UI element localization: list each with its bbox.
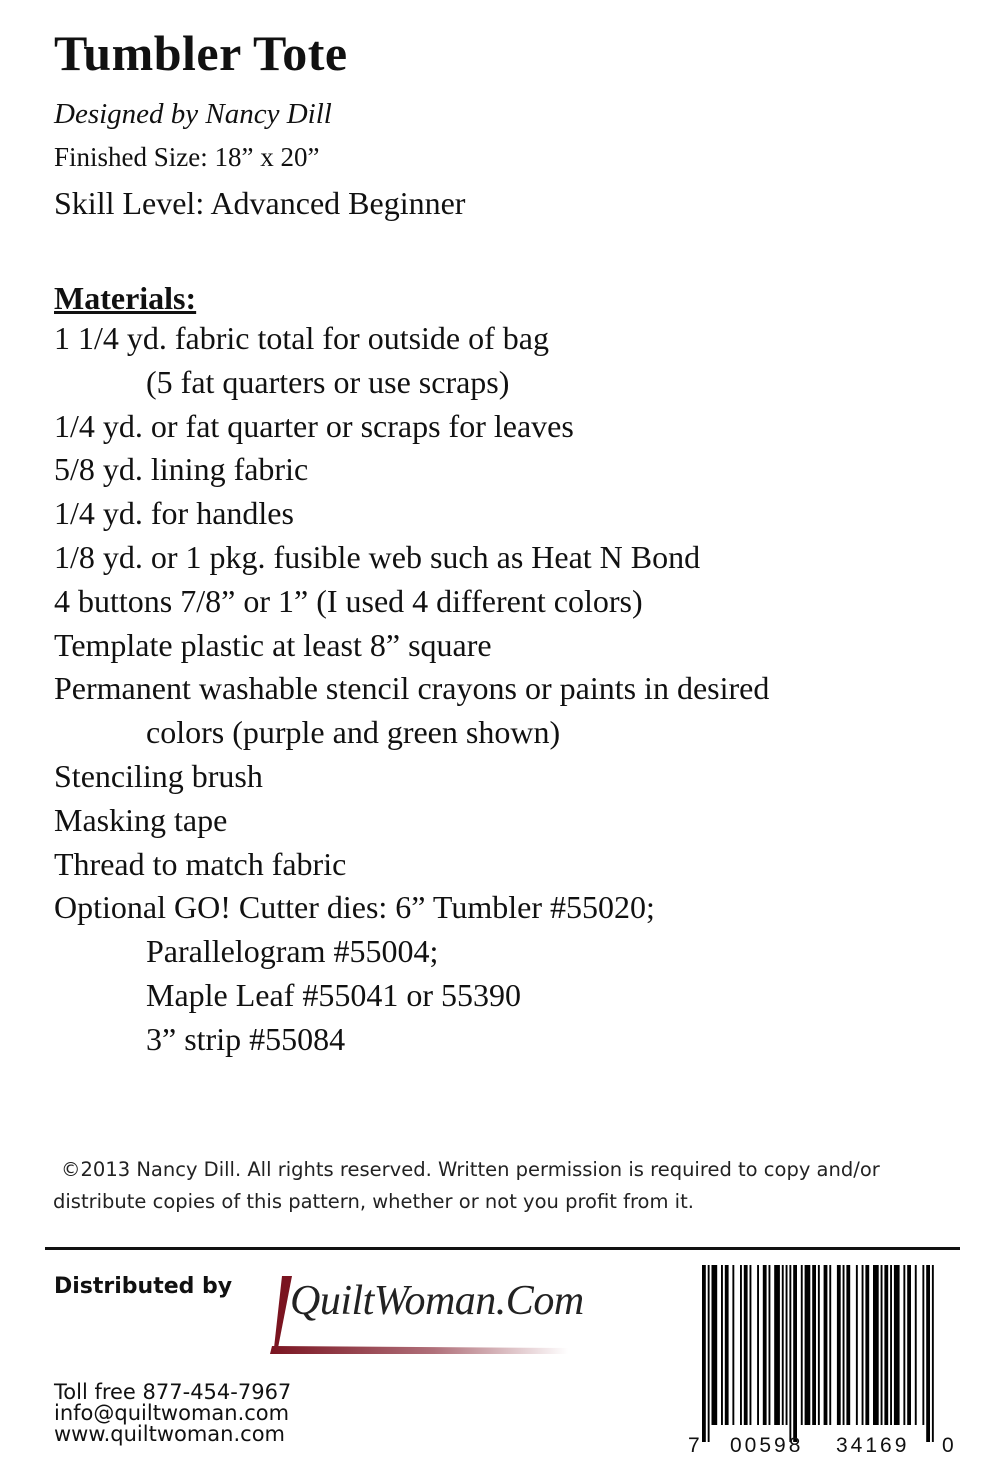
barcode-bar <box>782 1265 784 1425</box>
barcode-group-left: 00598 <box>730 1434 804 1457</box>
list-item: colors (purple and green shown) <box>146 714 561 751</box>
barcode-bar <box>862 1265 864 1425</box>
copyright-notice <box>53 1154 880 1218</box>
designer-credit: Designed by Nancy Dill <box>54 98 332 130</box>
barcode-bar <box>750 1265 752 1425</box>
list-item: Parallelogram #55004; <box>146 933 439 970</box>
list-item: Masking tape <box>54 801 228 838</box>
barcode-group-right: 34169 <box>836 1434 910 1457</box>
barcode-bar <box>865 1265 869 1425</box>
barcode-bar <box>789 1265 791 1442</box>
barcode-bar <box>769 1265 771 1425</box>
barcode-bar <box>829 1265 831 1425</box>
barcode-bar <box>740 1265 742 1425</box>
list-item: 1/8 yd. or 1 pkg. fusible web such as Heat N Bond <box>54 538 701 575</box>
barcode-bar <box>812 1265 816 1425</box>
barcode-bar <box>932 1265 934 1442</box>
list-item: 1/4 yd. or fat quarter or scraps for leaves <box>54 407 574 444</box>
barcode-digit-first: 7 <box>688 1434 700 1457</box>
list-item: 1 1/4 yd. fabric total for outside of bag <box>54 320 549 356</box>
barcode-bar <box>926 1265 930 1442</box>
phone-number: Toll free 877-454-7967 <box>54 1380 292 1404</box>
divider <box>45 1247 960 1250</box>
barcode-bar <box>907 1265 911 1425</box>
finished-size: Finished Size: 18” x 20” <box>54 142 320 172</box>
list-item: Permanent washable stencil crayons or paints in desired <box>54 670 770 707</box>
barcode-bar <box>801 1265 803 1425</box>
barcode-bar <box>856 1265 858 1425</box>
barcode-bar <box>708 1265 710 1442</box>
materials-heading: Materials: <box>54 280 197 316</box>
barcode-bar <box>846 1265 850 1425</box>
barcode-bar <box>774 1265 780 1425</box>
quiltwoman-logo-text: QuiltWoman.Com <box>290 1278 584 1324</box>
barcode-bar <box>837 1265 841 1425</box>
upc-barcode <box>700 1265 937 1442</box>
copyright-line: distribute copies of this pattern, whether or not you profit from it. <box>53 1190 694 1213</box>
list-item: 5/8 yd. lining fabric <box>54 451 309 488</box>
barcode-bar <box>884 1265 888 1425</box>
barcode-bar <box>894 1265 900 1425</box>
barcode-bar <box>763 1265 767 1425</box>
copyright-line: ©2013 Nancy Dill. All rights reserved. Written permission is required to copy and/or <box>61 1158 880 1181</box>
barcode-bar <box>873 1265 879 1425</box>
barcode-bar <box>721 1265 723 1425</box>
contact-info <box>54 1382 291 1445</box>
barcode-bar <box>824 1265 828 1425</box>
barcode-bar <box>712 1265 718 1425</box>
website-url: www.quiltwoman.com <box>54 1422 285 1446</box>
barcode-bar <box>922 1265 924 1425</box>
barcode-bar <box>843 1265 845 1425</box>
list-item: 4 buttons 7/8” or 1” (I used 4 different colors) <box>54 582 643 619</box>
barcode-bar <box>793 1265 797 1442</box>
list-item: 3” strip #55084 <box>146 1020 346 1057</box>
list-item: 1/4 yd. for handles <box>54 495 294 532</box>
list-item: Stenciling brush <box>54 757 263 794</box>
barcode-bar <box>805 1265 811 1425</box>
list-item: (5 fat quarters or use scraps) <box>146 363 510 400</box>
barcode-bar <box>786 1265 788 1425</box>
materials-list <box>54 317 769 1062</box>
barcode-bar <box>903 1265 905 1425</box>
barcode-bar <box>725 1265 729 1425</box>
barcode-bar <box>732 1265 734 1425</box>
barcode-bar <box>702 1265 706 1442</box>
list-item: Maple Leaf #55041 or 55390 <box>146 976 522 1013</box>
distributed-by-label: Distributed by <box>54 1274 233 1299</box>
skill-level: Skill Level: Advanced Beginner <box>54 185 466 221</box>
list-item: Template plastic at least 8” square <box>54 626 492 663</box>
barcode-bar <box>818 1265 820 1425</box>
list-item: Optional GO! Cutter dies: 6” Tumbler #55020; <box>54 889 655 926</box>
barcode-bar <box>744 1265 748 1425</box>
barcode-bar <box>890 1265 892 1425</box>
barcode-bar <box>881 1265 883 1425</box>
barcode-bar <box>757 1265 759 1425</box>
barcode-bar <box>915 1265 917 1425</box>
barcode-digit-last: 0 <box>942 1434 954 1457</box>
list-item: Thread to match fabric <box>54 845 347 882</box>
email-address: info@quiltwoman.com <box>54 1401 290 1425</box>
pattern-title: Tumbler Tote <box>54 25 348 81</box>
